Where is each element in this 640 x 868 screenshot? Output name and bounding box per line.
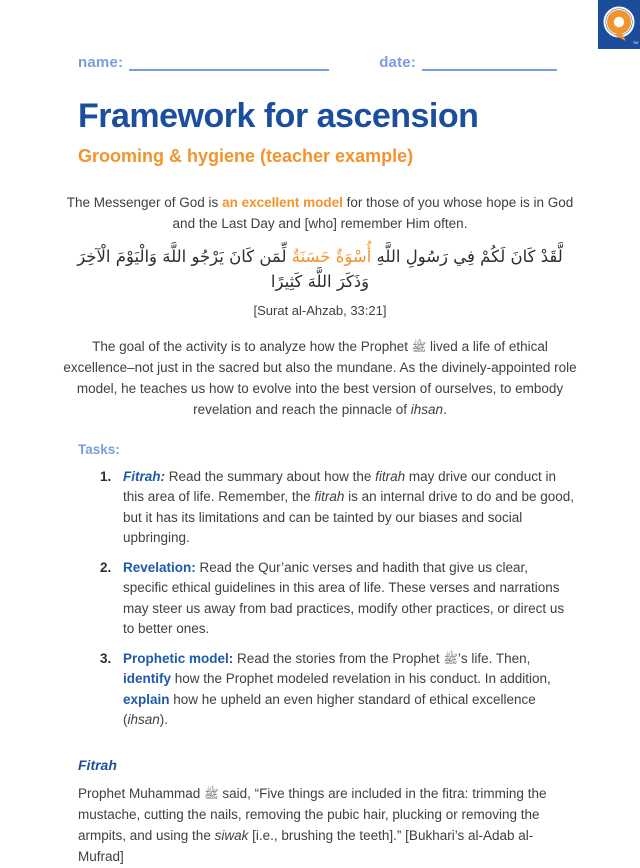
quote-arabic: [62, 245, 578, 295]
task-item-2: [100, 558, 576, 639]
quote-text: for those of you whose hope is in God and the Last Day and [who] remember Him often.: [172, 195, 574, 231]
date-field[interactable]: [422, 55, 557, 71]
quote-english: [62, 193, 578, 235]
italic-term: fitrah: [375, 469, 406, 485]
task-item-1: [100, 467, 576, 548]
goal-text: The goal of the activity is to analyze how the Prophet: [92, 339, 412, 355]
name-field[interactable]: [129, 55, 329, 71]
honorific-symbol: ﷺ: [443, 652, 458, 667]
task-keyword: Revelation:: [123, 560, 196, 576]
italic-term: ihsan: [127, 711, 160, 727]
task-text: Fitrah: Read the summary about how the fitrah may drive our conduct in this area of life. Remember, the fitrah is an internal drive to do and be good, but it has its limitations and can be tainted by our biases and social upbringing.: [123, 469, 575, 545]
honorific-symbol: ﷺ: [204, 787, 219, 802]
task-item-3: [100, 649, 576, 730]
logo-tm-mark: TM: [633, 41, 639, 45]
keyword-identify: identify: [123, 671, 172, 687]
italic-term: fitrah: [314, 489, 345, 505]
task-text: Revelation: Read the Qur’anic verses and hadith that give us clear, specific ethical guidelines in this area of life. These verses and narrations may steer us away from bad practices, modify other practices, or direct us to better ones.: [123, 560, 565, 636]
quote-citation: [Surat al-Ahzab, 33:21]: [253, 303, 387, 319]
arabic-highlight: أُسْوَةٌ حَسَنَةٌ: [291, 246, 372, 266]
arabic-text: لِّمَن كَانَ يَرْجُو اللَّهَ وَالْيَوْمَ الْآخِرَ وَذَكَرَ اللَّهَ كَثِيرًا: [77, 246, 370, 291]
fitrah-paragraph: Prophet Muhammad ﷺ said, “Five things are included in the fitra: trimming the mustache, cutting the nails, removing the pubic hair, plucking or removing the armpits, and using the siwak [i.e., brushing the teeth].” [Bukhari’s al-Adab al-Mufrad]: [78, 786, 547, 864]
task-number: 2.: [100, 560, 112, 576]
task-keyword: Fitrah:: [123, 469, 165, 485]
task-text: Prophetic model: Read the stories from the Prophet ﷺ’s life. Then, identify how the Prophet modeled revelation in his conduct. In addition, explain how he upheld an even higher standard of ethical excellence (ihsan).: [123, 651, 551, 727]
page-title: Framework for ascension: [78, 97, 479, 135]
date-label: date:: [379, 54, 417, 71]
page-subtitle: Grooming & hygiene (teacher example): [78, 146, 414, 166]
q-logo-icon: [598, 0, 640, 49]
honorific-symbol: ﷺ: [411, 340, 427, 355]
goal-text: lived a life of ethical excellence–not just in the sacred but also the mundane. As the divinely-appointed role model, he teaches us how to evolve into the best version of ourselves, to embody revelation and reach the pinnacle of: [63, 339, 577, 418]
task-number: 3.: [100, 651, 112, 667]
italic-term: siwak: [214, 827, 249, 843]
header-fields-row: [78, 0, 562, 71]
tasks-heading: Tasks:: [78, 442, 120, 458]
arabic-text: لَّقَدْ كَانَ لَكُمْ فِي رَسُولِ اللَّهِ: [371, 246, 563, 266]
name-label: name:: [78, 54, 124, 71]
goal-text: .: [443, 402, 447, 418]
quote-text: The Messenger of God is: [66, 195, 223, 210]
keyword-explain: explain: [123, 691, 170, 707]
quote-highlight: an excellent model: [222, 195, 343, 210]
brand-logo: [598, 0, 640, 49]
fitrah-section-heading: Fitrah: [78, 757, 117, 774]
task-keyword: Prophetic model:: [123, 651, 234, 667]
goal-paragraph: [62, 337, 578, 421]
task-number: 1.: [100, 469, 112, 485]
italic-term: ihsan: [410, 402, 444, 418]
